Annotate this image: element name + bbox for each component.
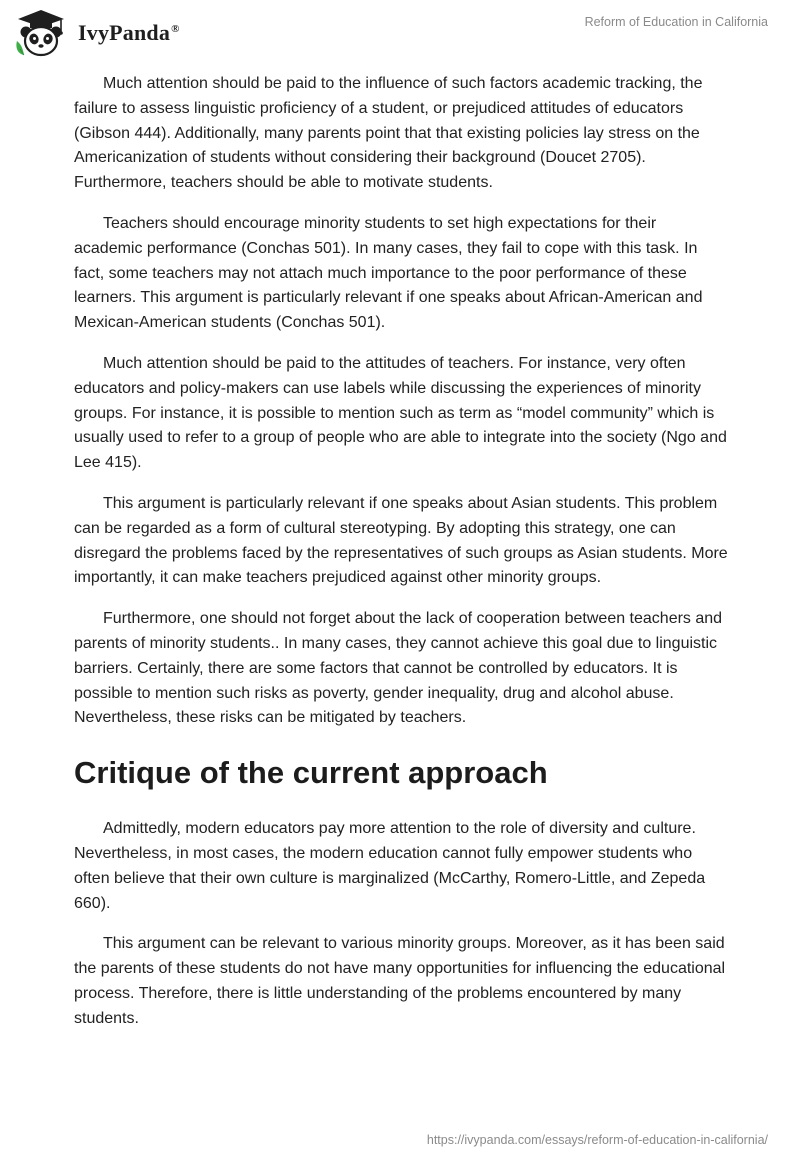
brand-registered-mark: ® (171, 22, 180, 35)
paragraph: Teachers should encourage minority students to set high expectations for their academic performance (Conchas 501). In many cases, they fail to cope with this task. In fact, some teachers may not attach much importance to the poor performance of these learners. This argument is particularly relevant if one speaks about African-American and Mexican-American students (Conchas 501). (74, 214, 703, 332)
paragraph: Much attention should be paid to the attitudes of teachers. For instance, very often educators and policy-makers can use labels while discussing the experiences of minority groups. For instance, it is possible to mention such as term as “model community” which is usually used to refer to a group of people who are able to integrate into the society (Ngo and Lee 415). (74, 354, 727, 472)
paragraph: This argument is particularly relevant if one speaks about Asian students. This problem can be regarded as a form of cultural stereotyping. By adopting this strategy, one can disregard the problems faced by the representatives of such groups as Asian students. More importantly, it can make teachers prejudiced against other minority groups. (74, 494, 728, 587)
paragraph: This argument can be relevant to various minority groups. Moreover, as it has been said the parents of these students do not have many opportunities for influencing the educational process. Therefore, there is little understanding of the problems encountered by many students. (74, 935, 726, 1027)
source-url[interactable]: https://ivypanda.com/essays/reform-of-education-in-california/ (426, 1133, 768, 1147)
paragraph: Much attention should be paid to the influence of such factors academic tracking, the failure to assess linguistic proficiency of a student, or prejudiced attitudes of educators (Gibson 444). Additionally, many parents point that that existing policies lay stress on the Americanization of students without considering their background (Doucet 2705). Furthermore, teachers should be able to motivate students. (74, 75, 703, 192)
article-body (74, 72, 728, 1048)
document-title: Reform of Education in California (584, 15, 768, 29)
brand-name-text: IvyPanda (78, 20, 171, 45)
paragraph: Admittedly, modern educators pay more attention to the role of diversity and culture. Nevertheless, in most cases, the modern education cannot fully empower students who often believe that their own culture is marginalized (McCarthy, Romero-Little, and Zepeda 660). (74, 820, 706, 912)
page-header (0, 0, 800, 70)
panda-graduation-logo-icon[interactable] (14, 8, 68, 58)
brand-name[interactable] (78, 20, 180, 46)
paragraph: Furthermore, one should not forget about the lack of cooperation between teachers and parents of minority students.. In many cases, they cannot achieve this goal due to linguistic barriers. Certainly, there are some factors that cannot be controlled by educators. It is possible to mention such risks as poverty, gender inequality, drug and alcohol abuse. Nevertheless, these risks can be mitigated by teachers. (74, 610, 723, 727)
section-heading: Critique of the current approach (74, 755, 548, 791)
